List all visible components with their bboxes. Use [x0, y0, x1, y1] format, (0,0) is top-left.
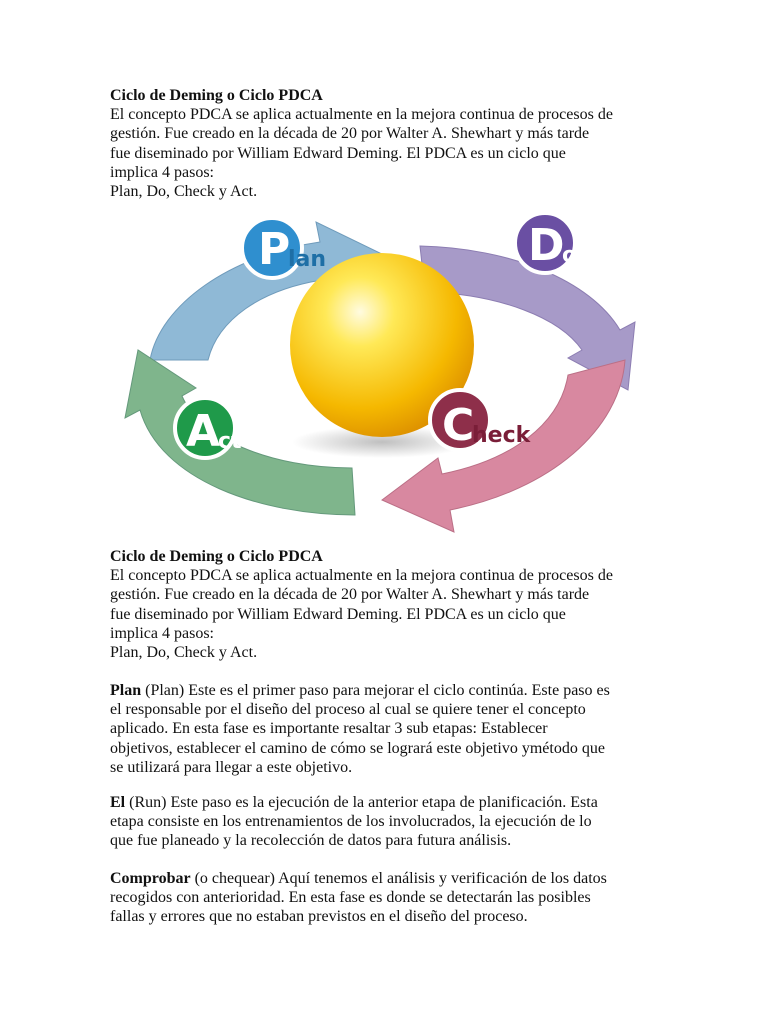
text-line: Plan, Do, Check y Act.	[110, 183, 258, 201]
pdca-cycle-diagram	[120, 210, 640, 540]
do-small-letters: o	[562, 243, 578, 268]
text-line: Plan, Do, Check y Act.	[110, 644, 258, 662]
plan-line-1: (Plan) Este es el primer paso para mejorar el ciclo continúa. Este paso es	[141, 682, 610, 699]
do-lead: El	[110, 794, 126, 811]
intro-section-top	[110, 86, 670, 201]
check-paragraph	[110, 869, 670, 927]
text-line: fue diseminado por William Edward Deming. El PDCA es un ciclo que	[110, 144, 566, 162]
text-line: recogidos con anterioridad. En esta fase es donde se detectarán las posibles	[110, 889, 591, 907]
do-paragraph	[110, 793, 670, 851]
text-line: El concepto PDCA se aplica actualmente en la mejora continua de procesos de	[110, 106, 613, 124]
do-big-letter: D	[528, 220, 565, 271]
text-line: implica 4 pasos:	[110, 624, 214, 642]
text-line: gestión. Fue creado en la década de 20 por Walter A. Shewhart y más tarde	[110, 125, 590, 143]
plan-big-letter: P	[258, 224, 291, 275]
intro-section-bottom	[110, 547, 670, 662]
text-line	[110, 681, 670, 700]
check-big-letter: C	[442, 400, 475, 451]
text-line: fue diseminado por William Edward Deming. El PDCA es un ciclo que	[110, 605, 566, 623]
plan-paragraph	[110, 681, 670, 777]
text-line: aplicado. En esta fase es importante resaltar 3 sub etapas: Establecer	[110, 720, 548, 738]
do-badge	[515, 213, 577, 273]
text-line: El concepto PDCA se aplica actualmente en la mejora continua de procesos de	[110, 567, 613, 585]
section-title: Ciclo de Deming o Ciclo PDCA	[110, 87, 323, 104]
text-line: fallas y errores que no estaban previstos en el diseño del proceso.	[110, 908, 528, 926]
act-big-letter: A	[186, 406, 221, 457]
text-line	[110, 793, 670, 812]
text-line: etapa consiste en los entrenamientos de los involucrados, la ejecución de lo	[110, 813, 592, 831]
plan-badge	[242, 218, 326, 278]
text-line: el responsable por el diseño del proceso al cual se quiere tener el concepto	[110, 701, 586, 719]
section-title: Ciclo de Deming o Ciclo PDCA	[110, 548, 323, 565]
check-badge	[430, 390, 532, 451]
check-lead: Comprobar	[110, 870, 191, 887]
text-line: objetivos, establecer el camino de cómo se logrará este objetivo ymétodo que	[110, 739, 605, 757]
check-line-1: (o chequear) Aquí tenemos el análisis y verificación de los datos	[190, 870, 607, 887]
do-line-1: (Run) Este paso es la ejecución de la anterior etapa de planificación. Esta	[125, 794, 598, 811]
text-line: se utilizará para llegar a este objetivo.	[110, 758, 353, 776]
text-line: que fue planeado y la recolección de datos para futura análisis.	[110, 832, 512, 850]
text-line	[110, 869, 670, 888]
text-line: gestión. Fue creado en la década de 20 por Walter A. Shewhart y más tarde	[110, 586, 590, 604]
act-badge	[175, 398, 242, 458]
check-small-letters: heck	[472, 423, 531, 448]
plan-lead: Plan	[110, 682, 142, 699]
text-line: implica 4 pasos:	[110, 163, 214, 181]
plan-small-letters: lan	[288, 247, 327, 272]
act-small-letters: ct	[218, 429, 242, 454]
